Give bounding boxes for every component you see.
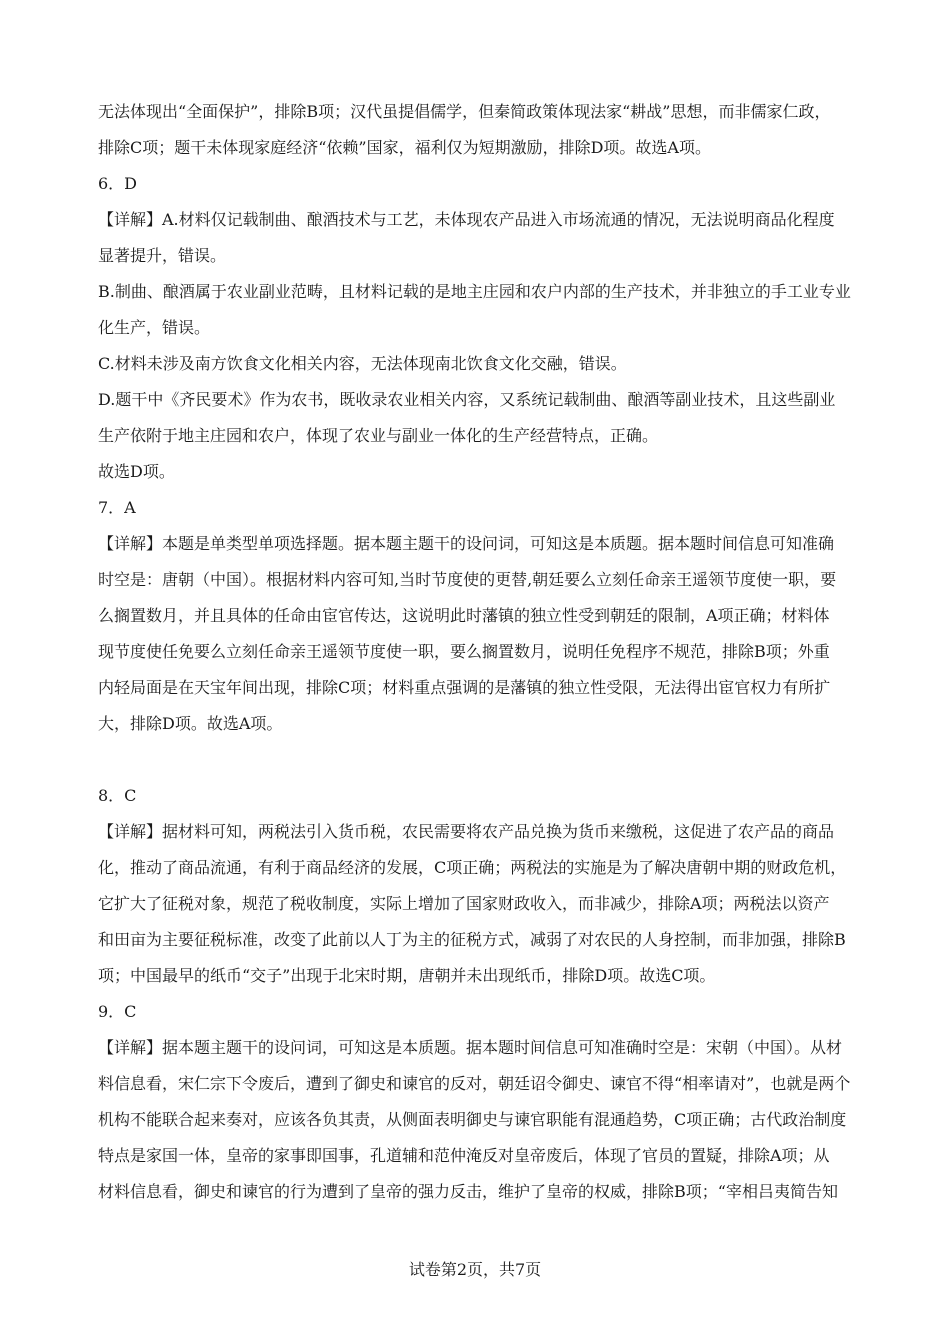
text-line: 排除C项；题干未体现家庭经济“依赖”国家，福利仅为短期激励，排除D项。故选A项。	[98, 138, 711, 157]
text-line: 材料信息看，御史和谏官的行为遭到了皇帝的强力反击，维护了皇帝的权威，排除B项；“宰相吕夷简告知	[98, 1182, 838, 1201]
text-line: 时空是：唐朝（中国）。根据材料内容可知,当时节度使的更替,朝廷要么立刻任命亲王遥领节度使一职，要	[98, 570, 837, 589]
text-line: 和田亩为主要征税标准，改变了此前以人丁为主的征税方式，减弱了对农民的人身控制，而非加强，排除B	[98, 930, 846, 949]
text-line: 【详解】A.材料仅记载制曲、酿酒技术与工艺，未体现农产品进入市场流通的情况，无法说明商品化程度	[98, 210, 835, 229]
text-line: 内轻局面是在天宝年间出现，排除C项；材料重点强调的是藩镇的独立性受限，无法得出宦官权力有所扩	[98, 678, 831, 697]
text-line: 显著提升，错误。	[98, 246, 227, 265]
text-line: 它扩大了征税对象，规范了税收制度，实际上增加了国家财政收入，而非减少，排除A项；两税法以资产	[98, 894, 830, 913]
text-line: 项；中国最早的纸币“交子”出现于北宋时期，唐朝并未出现纸币，排除D项。故选C项。	[98, 966, 716, 985]
text-line: 特点是家国一体，皇帝的家事即国事，孔道辅和范仲淹反对皇帝废后，体现了官员的置疑，排除A项；从	[98, 1146, 830, 1165]
text-line: 化，推动了商品流通，有利于商品经济的发展，C项正确；两税法的实施是为了解决唐朝中期的财政危机，	[98, 858, 847, 877]
page-footer: 试卷第2页，共7页	[408, 1260, 542, 1279]
text-line: B.制曲、酿酒属于农业副业范畴，且材料记载的是地主庄园和农户内部的生产技术，并非独立的手工业专业	[98, 282, 851, 301]
text-line: 故选D项。	[98, 462, 175, 481]
text-line: D.题干中《齐民要术》作为农书，既收录农业相关内容，又系统记载制曲、酿酒等副业技术，且这些副业	[98, 390, 836, 409]
text-line: 6．D	[98, 174, 138, 193]
text-line: 无法体现出“全面保护”，排除B项；汉代虽提倡儒学，但秦简政策体现法家“耕战”思想，而非儒家仁政，	[98, 102, 831, 121]
text-line: 9．C	[98, 1002, 137, 1021]
text-line: 【详解】据材料可知，两税法引入货币税，农民需要将农产品兑换为货币来缴税，这促进了农产品的商品	[98, 822, 835, 841]
text-line: C.材料未涉及南方饮食文化相关内容，无法体现南北饮食文化交融，错误。	[98, 354, 627, 373]
text-line: 【详解】据本题主题干的设问词，可知这是本质题。据本题时间信息可知准确时空是：宋朝（中国）。从材	[98, 1038, 843, 1057]
text-line: 现节度使任免要么立刻任命亲王遥领节度使一职，要么搁置数月，说明任免程序不规范，排除B项；外重	[98, 642, 830, 661]
blank-line	[98, 742, 858, 778]
text-line: 【详解】本题是单类型单项选择题。据本题主题干的设问词，可知这是本质题。据本题时间信息可知准确	[98, 534, 835, 553]
text-line: 大，排除D项。故选A项。	[98, 714, 283, 733]
text-line: 化生产，错误。	[98, 318, 211, 337]
text-line: 生产依附于地主庄园和农户，体现了农业与副业一体化的生产经营特点，正确。	[98, 426, 659, 445]
text-line: 么搁置数月，并且具体的任命由宦官传达，这说明此时藩镇的独立性受到朝廷的限制，A项正确；材料体	[98, 606, 830, 625]
text-line: 8．C	[98, 786, 137, 805]
answer-text-body	[98, 94, 858, 1210]
text-line: 料信息看，宋仁宗下令废后，遭到了御史和谏官的反对，朝廷诏令御史、谏官不得“相率请对”，也就是两个	[98, 1074, 851, 1093]
text-line: 7．A	[98, 498, 136, 517]
text-line: 机构不能联合起来奏对，应该各负其责，从侧面表明御史与谏官职能有混通趋势，C项正确；古代政治制度	[98, 1110, 847, 1129]
